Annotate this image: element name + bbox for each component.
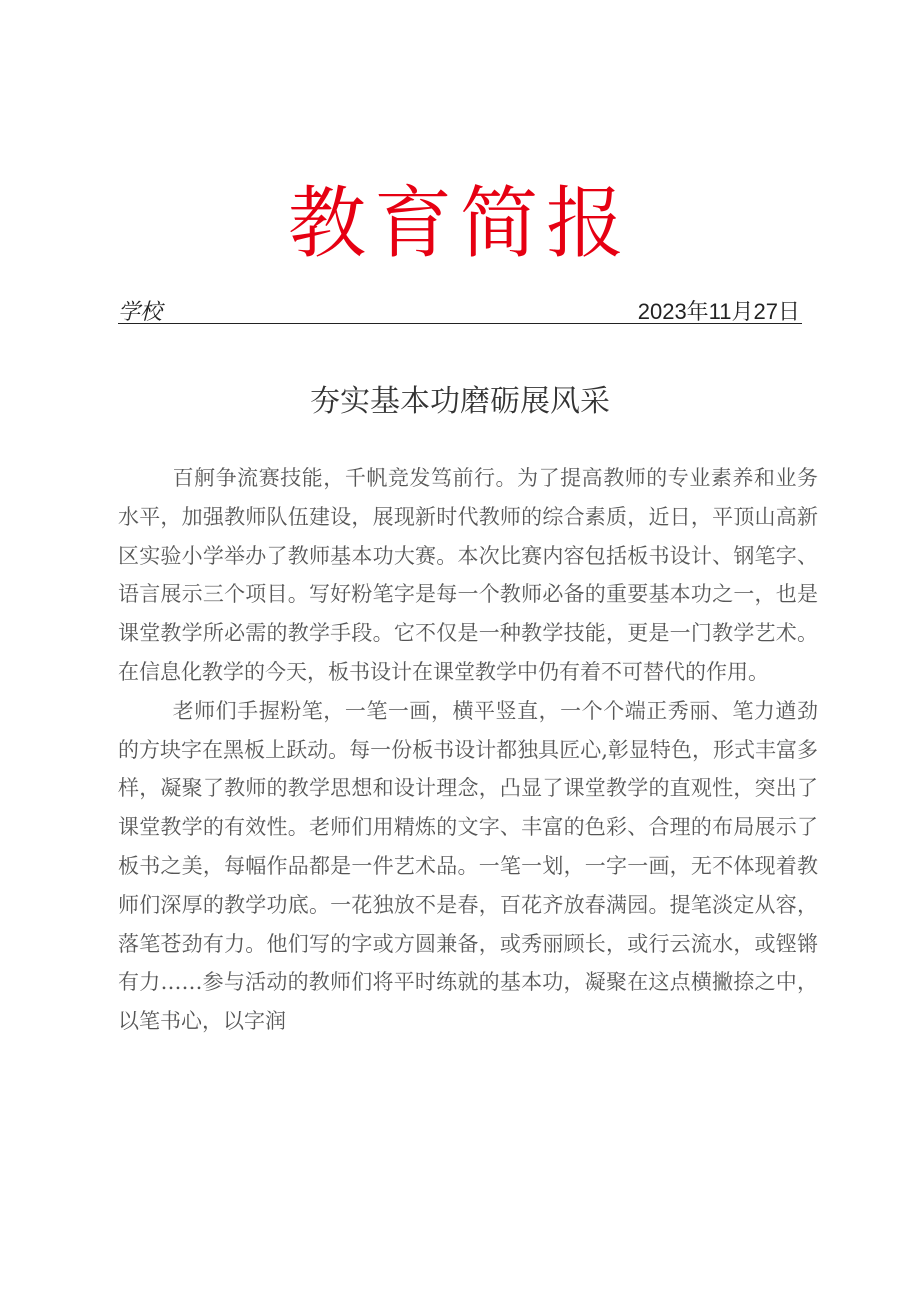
paragraph-2: 老师们手握粉笔，一笔一画，横平竖直，一个个端正秀丽、笔力遒劲的方块字在黑板上跃动。每一份板书设计都独具匠心,彰显特色，形式丰富多样，凝聚了教师的教学思想和设计理念，凸显了课堂教学的直观性，突出了课堂教学的有效性。老师们用精炼的文字、丰富的色彩、合理的布局展示了板书之美，每幅作品都是一件艺术品。一笔一划，一字一画，无不体现着教师们深厚的教学功底。一花独放不是春，百花齐放春满园。提笔淡定从容，落笔苍劲有力。他们写的字或方圆兼备，或秀丽顾长，或行云流水，或铿锵有力……参与活动的教师们将平时练就的基本功，凝聚在这点横撇捺之中，以笔书心，以字润 [118,698,818,1034]
issue-date: 2023年11月27日 [637,299,800,324]
school-label: 学校 [118,300,163,325]
meta-line [118,293,802,324]
article-body [118,459,818,1041]
masthead-title: 教育简报 [287,179,632,269]
article-title: 夯实基本功磨砺展风采 [310,384,610,419]
paragraph-1: 百舸争流赛技能，千帆竞发笃前行。为了提高教师的专业素养和业务水平，加强教师队伍建设，展现新时代教师的综合素质，近日，平顶山高新区实验小学举办了教师基本功大赛。本次比赛内容包括板书设计、钢笔字、语言展示三个项目。写好粉笔字是每一个教师必备的重要基本功之一，也是课堂教学所必需的教学手段。它不仅是一种教学技能，更是一门教学艺术。在信息化教学的今天，板书设计在课堂教学中仍有着不可替代的作用。 [118,466,818,684]
